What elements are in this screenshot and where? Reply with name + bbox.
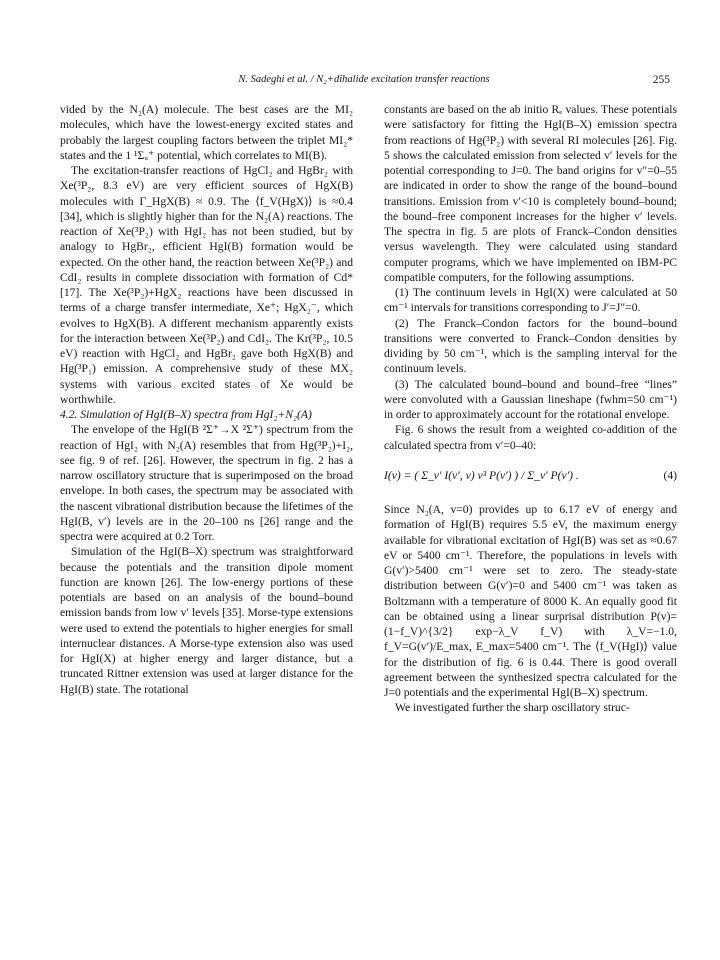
- paragraph: (2) The Franck–Condon factors for the bound–bound transitions were converted to Franck–Condon densities by dividing by 50 cm⁻¹, which is the sampling interval for the continuum levels.: [384, 316, 677, 376]
- page-number: 255: [652, 74, 670, 86]
- page-header: [58, 74, 670, 92]
- paragraph: vided by the N₂(A) molecule. The best cases are the MI₂ molecules, which have the lowest-energy excited states and probably the largest coupling factors between the triplet MI₂* states and the 1 ¹Σᵤ⁺ potential, which correlates to MI(B).: [60, 103, 353, 162]
- section-heading: 4.2. Simulation of HgI(B–X) spectra from HgI₂+N₂(A): [60, 408, 312, 421]
- equation-body: I(ν) = ( Σ_v′ I(v′, ν) ν³ P(v′) ) / Σ_v′ P(v′) .: [384, 468, 579, 482]
- paragraph: (3) The calculated bound–bound and bound–free “lines” were convoluted with a Gaussian lineshape (fwhm=50 cm⁻¹) in order to approximately account for the rotational envelope.: [384, 377, 677, 421]
- right-column: [384, 102, 677, 716]
- left-column: [60, 102, 353, 697]
- paragraph: constants are based on the ab initio Rₑ values. These potentials were satisfactory for fitting the HgI(B–X) emission spectra from reactions of Hg(³P₂) with several RI molecules [26]. Fig. 5 shows the calculated emission from selected v′ levels for the potential corresponding to J=0. The band origins for v″=0–55 are indicated in order to show the range of the bound–bound transitions. Emission from v′<10 is completely bound–bound; the bound–free component increases for the higher v′ levels. The spectra in fig. 5 are plots of Franck–Condon densities versus wavelength. They were calculated using standard computer programs, which we have implemented on IBM-PC compatible computers, for the following assumptions.: [384, 103, 677, 284]
- paragraph: Since N₂(A, v=0) provides up to 6.17 eV of energy and formation of HgI(B) requires 5.5 eV, the maximum energy available for vibrational excitation of HgI(B) was set as ≈0.67 eV or 5400 cm⁻¹. Therefore, the populations in levels with G(v′)>5400 cm⁻¹ were set to zero. The steady-state distribution between G(v′)=0 and 5400 cm⁻¹ was taken as Boltzmann with a temperature of 8000 K. An equally good fit can be obtained using a linear surprisal distribution P(v)=(1−f_V)^{3/2} exp−λ_V f_V) with λ_V=−1.0, f_V=G(v′)/E_max, E_max=5400 cm⁻¹. The ⟨f_V(HgI)⟩ value for the distribution of fig. 6 is 0.44. There is good overall agreement between the synthesized spectra calculated for the J=0 potentials and the experimental HgI(B–X) spectrum.: [384, 503, 677, 699]
- running-title: N. Sadeghi et al. / N₂+dihalide excitation transfer reactions: [238, 74, 490, 85]
- equation-4: [384, 468, 677, 483]
- paragraph: The envelope of the HgI(B ²Σ⁺→X ²Σ⁺) spectrum from the reaction of HgI₂ with N₂(A) resembles that from Hg(³P₂)+I₂, see fig. 9 of ref. [26]. However, the spectrum in fig. 2 has a narrow oscillatory structure that is superimposed on the broad envelope. In both cases, the spectrum may be associated with the nascent vibrational distribution because the lifetimes of the HgI(B, v′) levels are in the 20–100 ns [26] range and the spectra were acquired at 0.2 Torr.: [60, 423, 353, 543]
- paragraph: Simulation of the HgI(B–X) spectrum was straightforward because the potentials and the transition dipole moment function are known [26]. The low-energy portions of these potentials are based on an analysis of the bound–bound emission bands from low v′ levels [35]. Morse-type extensions were used to extend the potentials to higher energies for small internuclear distances. A Morse-type extension also was used for HgI(X) at higher energy and larger distance, but a truncated Rittner extension was used at larger distance for the HgI(B) state. The rotational: [60, 545, 353, 696]
- paragraph: (1) The continuum levels in HgI(X) were calculated at 50 cm⁻¹ intervals for transitions corresponding to J′=J″=0.: [384, 286, 677, 315]
- paragraph: The excitation-transfer reactions of HgCl₂ and HgBr₂ with Xe(³P₂, 8.3 eV) are very efficient sources of HgX(B) molecules with Γ_HgX(B) ≈ 0.9. The ⟨f_V(HgX)⟩ is ≈0.4 [34], which is slightly higher than for the N₂(A) reactions. The reaction of Xe(³P₂) with HgI₂ has not been studied, but by analogy to HgBr₂, efficient HgI(B) formation would be expected. On the other hand, the reaction between Xe(³P₂) and CdI₂ results in complete dissociation with formation of Cd* [17]. The Xe(³P₂)+HgX₂ reactions have been discussed in terms of a charge transfer intermediate, Xe⁺; HgX₂⁻, which evolves to HgX(B). A different mechanism apparently exists for the interaction between Xe(³P₂) and CdI₂. The Kr(³P₂, 10.5 eV) reaction with HgCl₂ and HgBr₂ gave both HgX(B) and Hg(³P₁) emission. A comprehensive study of these MX₂ systems with various excited states of Xe would be worthwhile.: [60, 164, 353, 406]
- equation-number: (4): [663, 468, 677, 482]
- paragraph: We investigated further the sharp oscillatory struc-: [395, 701, 630, 715]
- paragraph: Fig. 6 shows the result from a weighted co-addition of the calculated spectra from v′=0–40:: [384, 423, 677, 452]
